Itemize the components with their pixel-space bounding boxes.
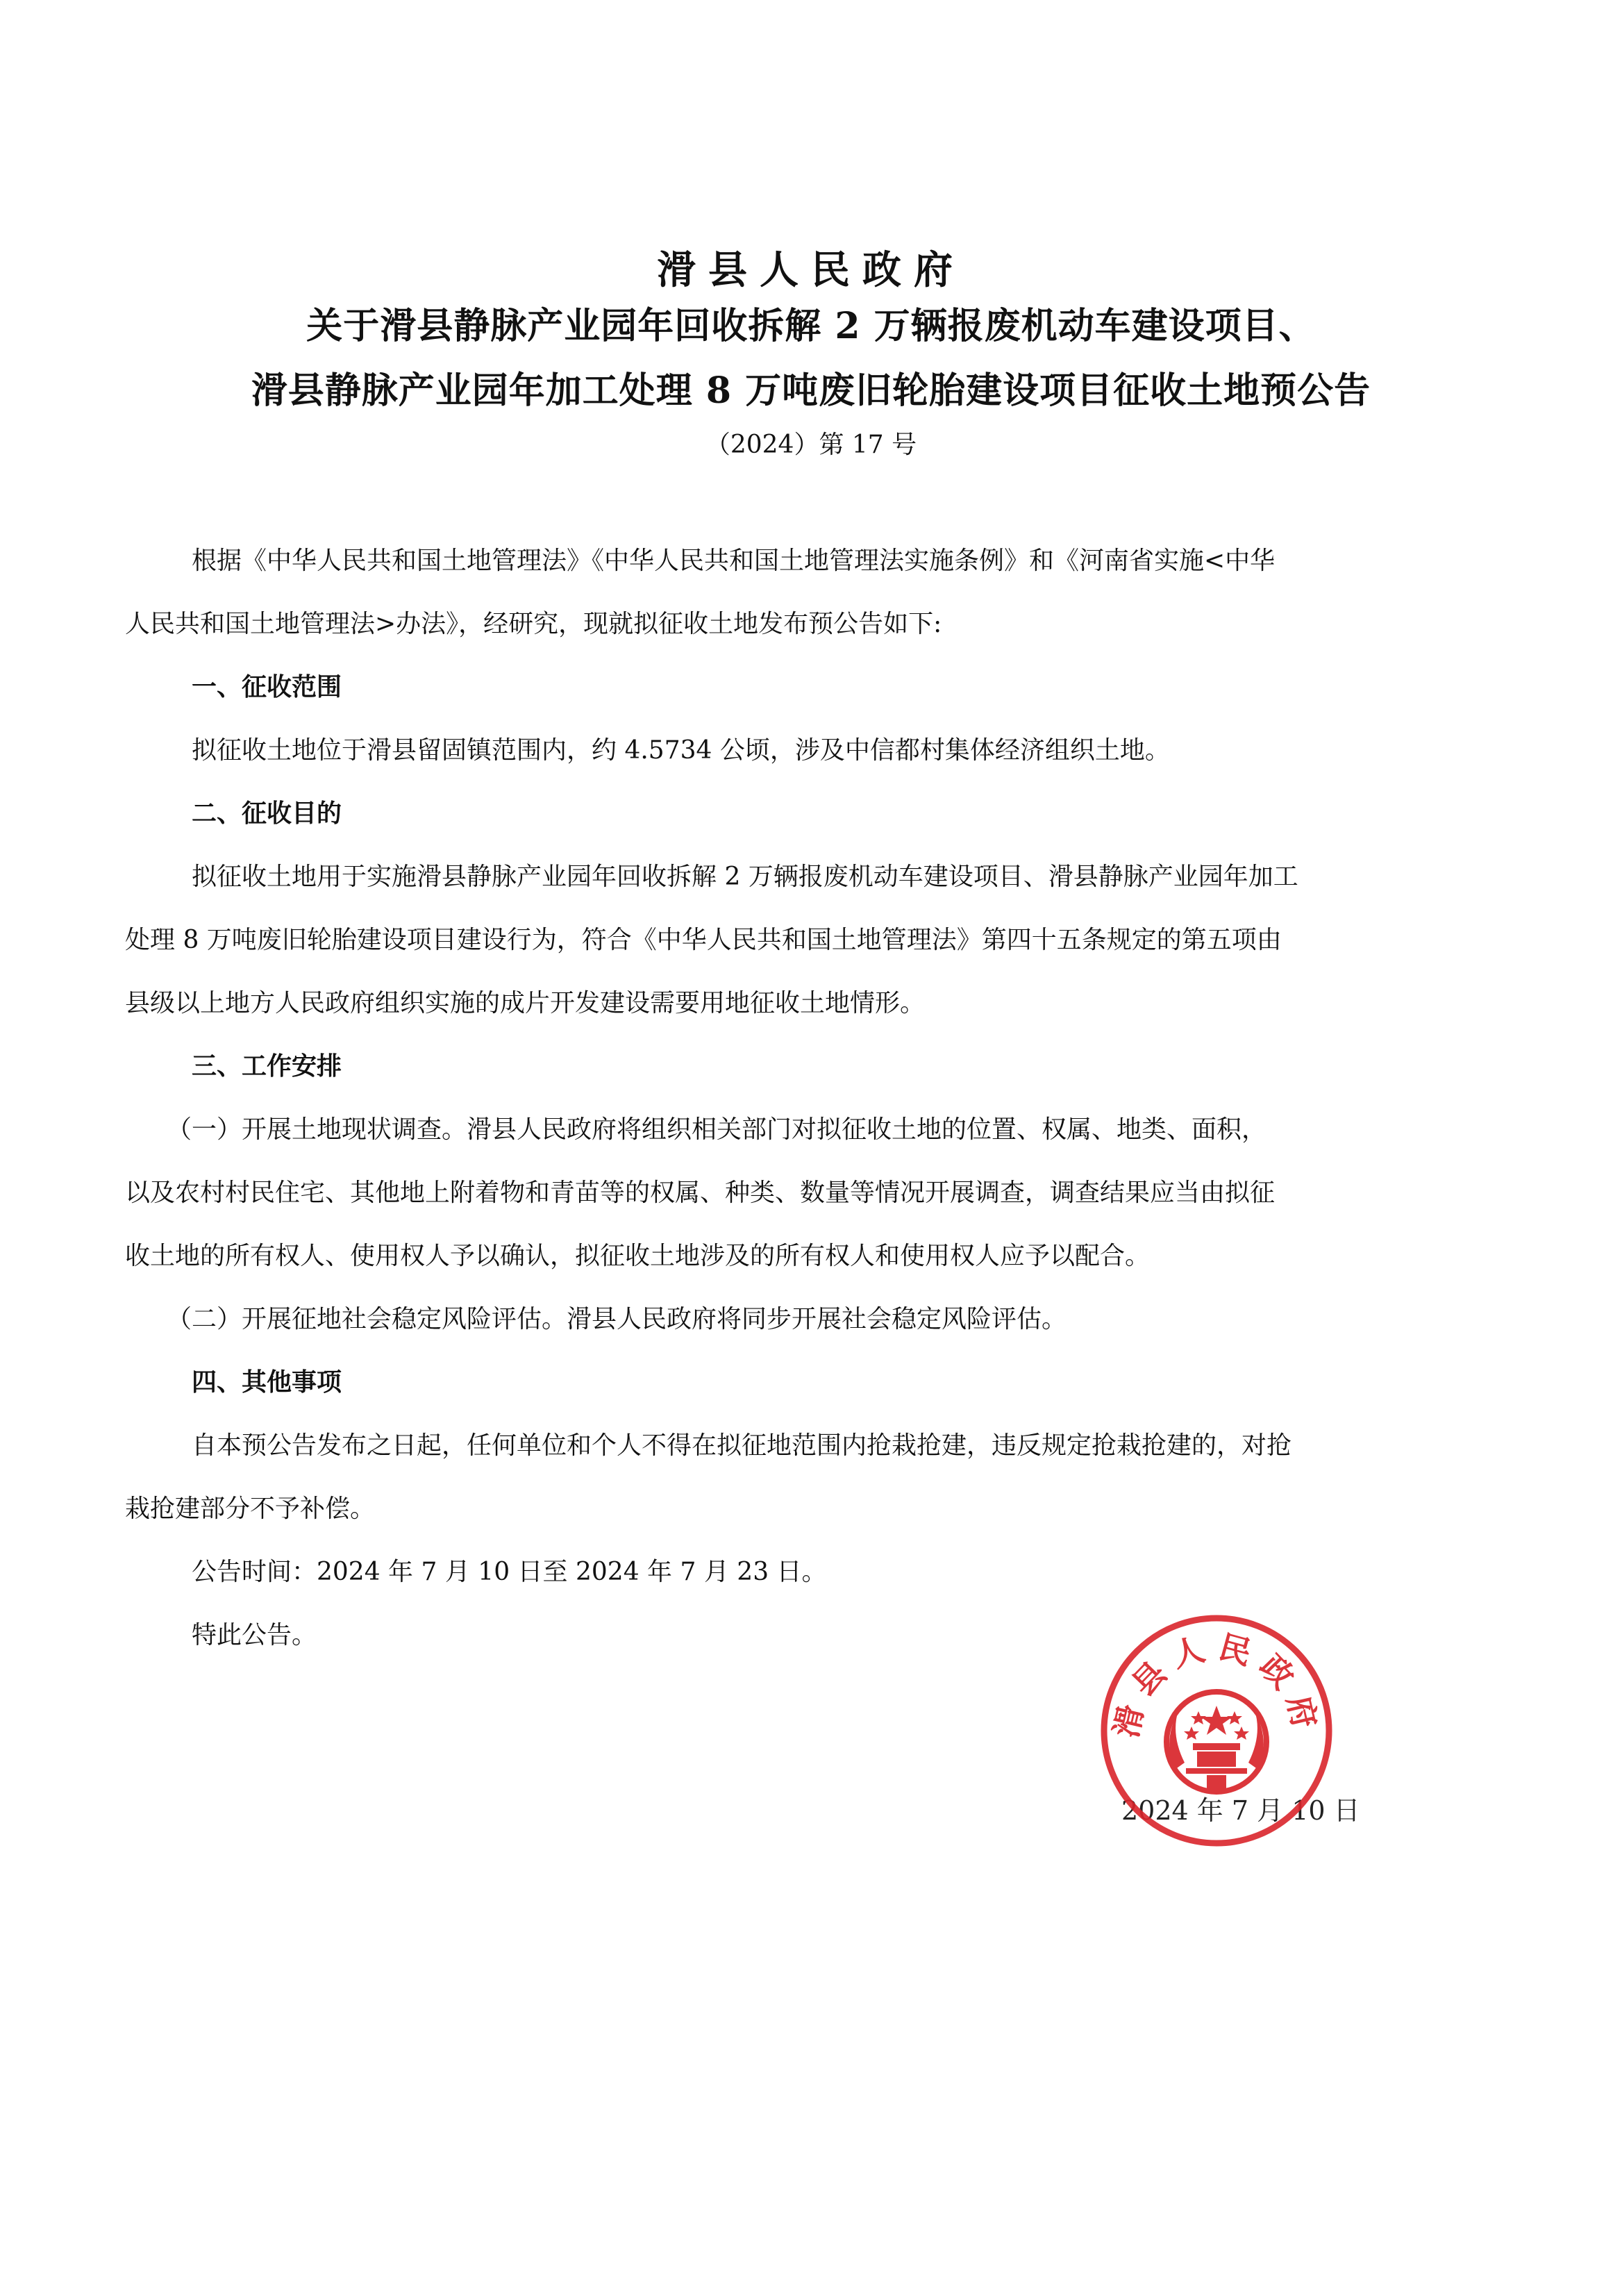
- closing-statement: 特此公告。: [192, 1621, 317, 1649]
- section-1-heading: 一、征收范围: [192, 673, 342, 701]
- document-title-line-3: 滑县静脉产业园年加工处理 8 万吨废旧轮胎建设项目征收土地预公告: [251, 369, 1371, 412]
- section-4-heading: 四、其他事项: [192, 1368, 342, 1397]
- seal-text: 滑县人民政府: [1107, 1627, 1326, 1742]
- document-title-issuer: 滑县人民政府: [657, 247, 965, 293]
- section-1-text: 拟征收土地位于滑县留固镇范围内，约 4.5734 公顷，涉及中信都村集体经济组织土地。: [192, 736, 1170, 765]
- section-2-heading: 二、征收目的: [192, 799, 342, 828]
- section-3-item-2: （二）开展征地社会稳定风险评估。滑县人民政府将同步开展社会稳定风险评估。: [167, 1305, 1067, 1333]
- section-4-line-2: 栽抢建部分不予补偿。: [125, 1495, 376, 1523]
- section-2-line-1: 拟征收土地用于实施滑县静脉产业园年回收拆解 2 万辆报废机动车建设项目、滑县静脉产业园年加工: [192, 863, 1298, 891]
- section-3-item-1-line-3: 收土地的所有权人、使用权人予以确认，拟征收土地涉及的所有权人和使用权人应予以配合。: [125, 1242, 1151, 1270]
- signature-date: 2024 年 7 月 10 日: [1121, 1795, 1360, 1826]
- notice-period: 公告时间：2024 年 7 月 10 日至 2024 年 7 月 23 日。: [192, 1558, 827, 1586]
- section-3-item-1-line-2: 以及农村村民住宅、其他地上附着物和青苗等的权属、种类、数量等情况开展调查，调查结果应当由拟征: [125, 1179, 1276, 1207]
- section-2-line-2: 处理 8 万吨废旧轮胎建设项目建设行为，符合《中华人民共和国土地管理法》第四十五条规定的第五项由: [125, 926, 1282, 954]
- document-title-line-2: 关于滑县静脉产业园年回收拆解 2 万辆报废机动车建设项目、: [306, 305, 1316, 347]
- section-3-heading: 三、工作安排: [192, 1052, 342, 1081]
- section-3-item-1-line-1: （一）开展土地现状调查。滑县人民政府将组织相关部门对拟征收土地的位置、权属、地类、面积，: [167, 1115, 1267, 1144]
- official-seal-stamp: [1096, 1610, 1337, 1852]
- section-2-line-3: 县级以上地方人民政府组织实施的成片开发建设需要用地征收土地情形。: [125, 989, 926, 1017]
- national-emblem-icon: [1167, 1692, 1266, 1792]
- intro-line-2: 人民共和国土地管理法>办法》，经研究，现就拟征收土地发布预公告如下:: [125, 610, 942, 638]
- document-number: （2024）第 17 号: [705, 431, 917, 459]
- document-body: [125, 0, 1482, 2296]
- section-4-line-1: 自本预公告发布之日起，任何单位和个人不得在拟征地范围内抢栽抢建，违反规定抢栽抢建的，对抢: [192, 1431, 1292, 1460]
- intro-line-1: 根据《中华人民共和国土地管理法》《中华人民共和国土地管理法实施条例》和《河南省实施<中华: [192, 547, 1276, 575]
